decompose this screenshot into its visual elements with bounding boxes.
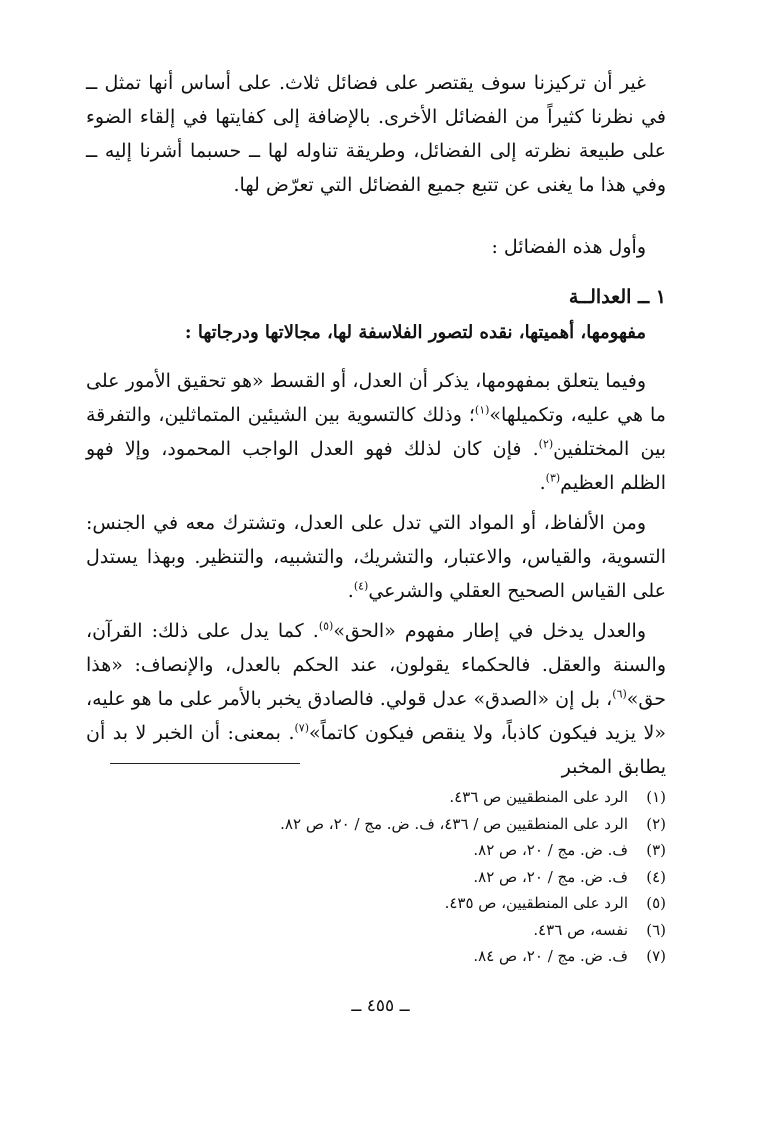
footnote-text: ف. ض. مج / ٢٠، ص ٨٢. xyxy=(473,841,628,859)
footnote-item xyxy=(106,917,666,944)
justice-concept-paragraph: وفيما يتعلق بمفهومها، يذكر أن العدل، أو القسط «هو تحقيق الأمور على ما هي عليه، وتكميلها»$^{(١)}$؛ وذلك كالتسوية بين الشيئين المتماثلين، والتفرقة بين المختلفين$^{(٢)}$. فإن كان لذلك فهو العدل الواجب المحمود، وإلا فهو الظلم العظيم$^{(٣)}$. xyxy=(86,370,666,494)
paragraph-text: ؛ وذلك كالتسوية بين الشيئين المتماثلين، والتفرقة بين المختلفين xyxy=(86,404,666,460)
footnote-ref[interactable]: (٥) xyxy=(318,619,334,633)
footnote-number: (٤) xyxy=(646,867,666,886)
footnote-item xyxy=(106,784,666,811)
paragraph-text: وفيما يتعلق بمفهومها، يذكر أن العدل، أو القسط «هو تحقيق الأمور على ما هي عليه، وتكميلها» xyxy=(86,370,666,426)
section-subtitle: مفهومها، أهميتها، نقده لتصور الفلاسفة لها، مجالاتها ودرجاتها : xyxy=(184,322,646,343)
paragraph-text: ، بل إن «الصدق» عدل قولي. فالصادق يخبر بالأمر على ما هو عليه، «لا يزيد فيكون كاذباً، ولا ينقص فيكون كاتماً» xyxy=(86,688,667,744)
footnote-item xyxy=(106,943,666,970)
paragraph-text: والعدل يدخل في إطار مفهوم «الحق» xyxy=(333,620,646,642)
footnote-number: (٧) xyxy=(646,947,666,965)
footnote-number: (١) xyxy=(646,788,666,806)
paragraph-text: . فإن كان لذلك فهو العدل الواجب المحمود، وإلا فهو الظلم العظيم xyxy=(86,438,666,494)
footnote-divider xyxy=(110,763,300,764)
footnote-number: (٣) xyxy=(646,841,666,859)
footnote-ref[interactable]: (٤) xyxy=(353,579,369,593)
footnote-text: الرد على المنطقيين ص / ٤٣٦، ف. ض. مج / ٢٠، ص ٨٢. xyxy=(280,814,628,833)
footnote-item xyxy=(106,811,666,838)
justice-truth-paragraph xyxy=(86,614,666,784)
justice-terms-paragraph: ومن الألفاظ، أو المواد التي تدل على العدل، وتشترك معه في الجنس: التسوية، والقياس، والاعتبار، والتشريك، والتشبيه، والتنظير. وبهذا يستدل على القياس الصحيح العقلي والشرعي$^{(٤)}$. xyxy=(86,512,666,602)
footnote-text: الرد على المنطقيين، ص ٤٣٥. xyxy=(444,894,628,912)
footnotes-list xyxy=(106,784,666,970)
footnote-item xyxy=(106,890,666,917)
footnote-text: نفسه، ص ٤٣٦. xyxy=(533,920,628,939)
footnote-text: الرد على المنطقيين ص ٤٣٦. xyxy=(449,788,628,806)
page-number: ــ ٤٥٥ ــ xyxy=(351,996,410,1016)
footnote-ref[interactable]: (٧) xyxy=(294,721,309,735)
first-virtue-line: وأول هذه الفضائل : xyxy=(491,236,646,258)
paragraph-text: ومن الألفاظ، أو المواد التي تدل على العدل، وتشترك معه في الجنس: التسوية، والقياس، والاعتبار، والتشريك، والتشبيه، والتنظير. وبهذا يستدل على القياس الصحيح العقلي والشرعي xyxy=(86,512,666,602)
footnote-text: ف. ض. مج / ٢٠، ص ٨٤. xyxy=(473,947,628,965)
paragraph-text: . بمعنى: أن الخبر لا بد أن يطابق المخبر xyxy=(86,722,666,778)
intro-paragraph: غير أن تركيزنا سوف يقتصر على فضائل ثلاث. على أساس أنها تمثل ــ في نظرنا كثيراً من الفضائل الأخرى. بالإضافة إلى كفايتها في إلقاء الضوء على طبيعة نظرته إلى الفضائل، وطريقة تناوله لها ــ حسبما أشرنا إليه ــ وفي هذا ما يغنى عن تتبع جميع الفضائل التي تعرّض لها. xyxy=(86,72,666,196)
footnote-ref[interactable]: (٦) xyxy=(612,687,627,701)
footnote-ref[interactable]: (٢) xyxy=(538,437,554,451)
footnote-number: (٢) xyxy=(646,814,666,833)
footnote-text: ف. ض. مج / ٢٠، ص ٨٢. xyxy=(473,867,628,886)
footnote-number: (٦) xyxy=(646,920,666,939)
section-title: ١ ــ العدالــة xyxy=(568,286,666,308)
footnote-ref[interactable]: (٣) xyxy=(545,471,561,485)
footnote-number: (٥) xyxy=(646,894,666,912)
paragraph-text: . كما يدل على ذلك: القرآن، والسنة والعقل. فالحكماء يقولون، عند الحكم بالعدل، والإنصاف: «هذا حق» xyxy=(86,620,666,710)
footnote-item xyxy=(106,864,666,891)
footnote-item xyxy=(106,837,666,864)
footnote-ref[interactable]: (١) xyxy=(474,403,490,417)
